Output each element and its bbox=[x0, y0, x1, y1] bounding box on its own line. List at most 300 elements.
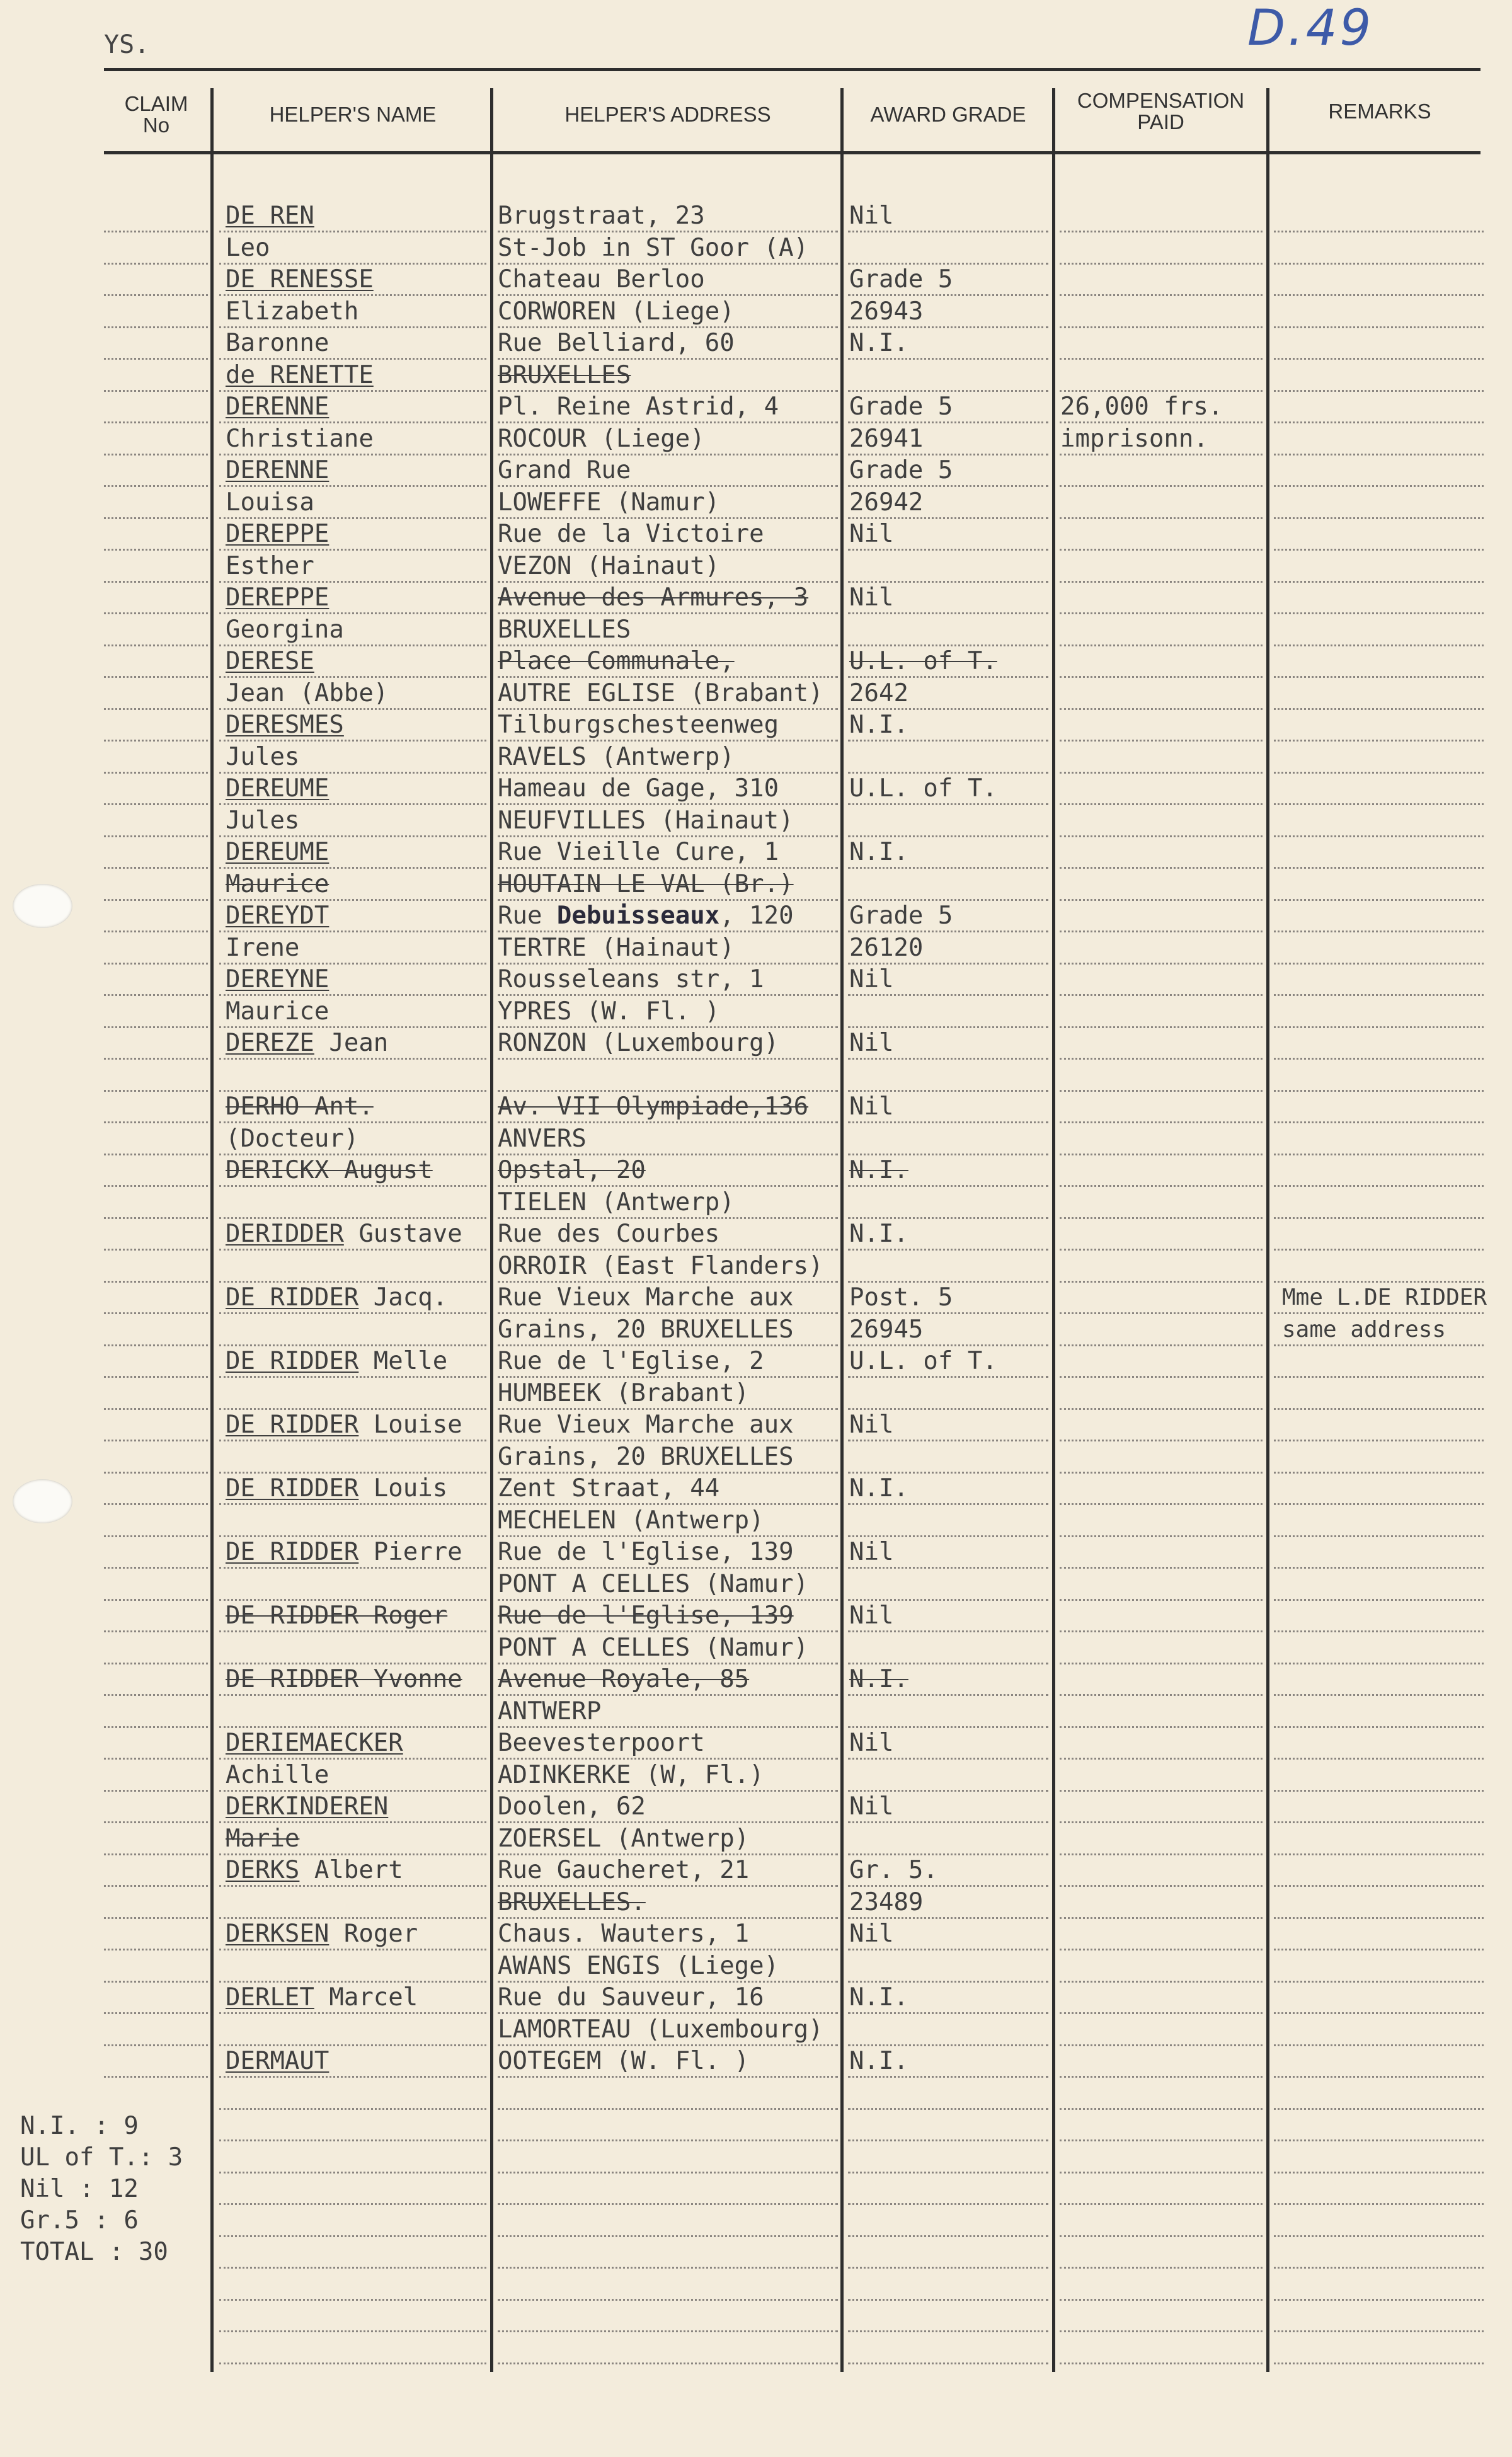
row-guide-line bbox=[219, 2299, 486, 2301]
helper-name-part: Jean bbox=[314, 1029, 389, 1057]
row-guide-line bbox=[1274, 1630, 1484, 1632]
helper-address: Pl. Reine Astrid, 4 bbox=[498, 392, 779, 421]
row-guide-line bbox=[498, 2299, 838, 2301]
helper-address: LAMORTEAU (Luxembourg) bbox=[498, 2015, 823, 2044]
helper-name bbox=[226, 1123, 358, 1155]
helper-name bbox=[226, 1028, 388, 1059]
award-grade: Nil bbox=[849, 965, 894, 994]
row-guide-line bbox=[1060, 326, 1263, 328]
helper-address: NEUFVILLES (Hainaut) bbox=[498, 806, 794, 835]
col-header-name: HELPER'S NAME bbox=[269, 103, 437, 126]
row-guide-line bbox=[104, 1599, 208, 1601]
col-header-remarks: REMARKS bbox=[1328, 100, 1431, 123]
row-guide-line bbox=[104, 231, 208, 232]
helper-name-part: Georgina bbox=[226, 615, 344, 644]
row-guide-line bbox=[1274, 454, 1484, 455]
award-grade: N.I. bbox=[849, 1220, 908, 1248]
helper-address: RAVELS (Antwerp) bbox=[498, 742, 735, 771]
row-guide-line bbox=[104, 1185, 208, 1187]
award-grade: 26942 bbox=[849, 488, 924, 517]
row-guide-line bbox=[104, 485, 208, 487]
row-guide-line bbox=[104, 1726, 208, 1728]
row-guide-line bbox=[1274, 2330, 1484, 2332]
row-guide-line bbox=[104, 1376, 208, 1378]
row-guide-line bbox=[104, 390, 208, 392]
helper-name bbox=[226, 200, 314, 232]
row-guide-line bbox=[104, 1535, 208, 1537]
helper-address: Rue de la Victoire bbox=[498, 520, 764, 548]
helper-name-part: DE RENESSE bbox=[226, 265, 374, 294]
row-guide-line bbox=[1274, 2172, 1484, 2174]
row-guide-line bbox=[1060, 231, 1263, 232]
helper-name-part: Jules bbox=[226, 806, 300, 835]
row-guide-line bbox=[1060, 2012, 1263, 2014]
helper-name bbox=[226, 1664, 462, 1695]
helper-name-part: DERESE bbox=[226, 647, 314, 675]
award-grade: Grade 5 bbox=[849, 265, 953, 294]
row-guide-line bbox=[1274, 1440, 1484, 1441]
row-guide-line bbox=[1274, 899, 1484, 901]
helper-name-part: Louise bbox=[358, 1411, 462, 1439]
row-guide-line bbox=[104, 454, 208, 455]
row-guide-line bbox=[1060, 1026, 1263, 1028]
row-guide-line bbox=[104, 2012, 208, 2014]
helper-name-part: Jules bbox=[226, 742, 300, 771]
helper-name-part: DEREPPE bbox=[226, 520, 329, 548]
helper-name-part: Elizabeth bbox=[226, 297, 359, 326]
row-guide-line bbox=[219, 2108, 486, 2110]
row-guide-line bbox=[1060, 612, 1263, 614]
row-guide-line bbox=[1274, 1249, 1484, 1251]
helper-name bbox=[226, 900, 329, 932]
award-grade: Nil bbox=[849, 1792, 894, 1821]
helper-name bbox=[226, 1473, 447, 1504]
helper-name bbox=[226, 1409, 462, 1441]
row-guide-line bbox=[1274, 1567, 1484, 1569]
row-guide-line bbox=[104, 581, 208, 583]
award-grade: N.I. bbox=[849, 711, 908, 739]
row-guide-line bbox=[1274, 1058, 1484, 1060]
row-guide-line bbox=[104, 1408, 208, 1410]
punch-hole-lower bbox=[13, 1479, 72, 1523]
helper-name-part: Louis bbox=[358, 1474, 448, 1503]
helper-address: VEZON (Hainaut) bbox=[498, 551, 720, 580]
row-guide-line bbox=[219, 2267, 486, 2269]
row-guide-line bbox=[104, 1440, 208, 1441]
award-grade: 26941 bbox=[849, 424, 924, 453]
helper-name bbox=[226, 391, 329, 423]
helper-name bbox=[226, 1282, 447, 1314]
helper-name-part: Gustave bbox=[343, 1220, 462, 1248]
row-guide-line bbox=[1060, 263, 1263, 265]
award-grade: N.I. bbox=[849, 1983, 908, 2012]
helper-name-part: Baronne bbox=[226, 329, 329, 357]
helper-address: Grand Rue bbox=[498, 456, 631, 484]
helper-name bbox=[226, 773, 329, 805]
row-guide-line bbox=[104, 931, 208, 932]
helper-name bbox=[226, 296, 358, 328]
row-guide-line bbox=[219, 2203, 486, 2205]
award-grade: Grade 5 bbox=[849, 392, 953, 421]
row-guide-line bbox=[219, 2139, 486, 2141]
helper-name-part: DERESMES bbox=[226, 711, 344, 739]
helper-name bbox=[226, 614, 344, 646]
row-guide-line bbox=[1274, 1949, 1484, 1950]
compensation-paid: 26,000 frs. bbox=[1060, 392, 1223, 421]
helper-address: BRUXELLES bbox=[498, 615, 631, 644]
helper-name bbox=[226, 1918, 418, 1950]
award-grade: 26943 bbox=[849, 297, 924, 326]
helper-name-part: DE REN bbox=[226, 202, 314, 230]
row-guide-line bbox=[104, 803, 208, 805]
row-guide-line bbox=[1274, 1853, 1484, 1855]
row-guide-line bbox=[1060, 772, 1263, 774]
row-guide-line bbox=[1060, 1376, 1263, 1378]
helper-name-part: DE RIDDER bbox=[226, 1347, 359, 1375]
row-guide-line bbox=[1060, 581, 1263, 583]
helper-address: AWANS ENGIS (Liege) bbox=[498, 1951, 779, 1980]
row-guide-line bbox=[104, 326, 208, 328]
helper-name bbox=[226, 551, 314, 582]
row-guide-line bbox=[1060, 803, 1263, 805]
helper-name-part: Louisa bbox=[226, 488, 314, 517]
row-guide-line bbox=[1274, 1408, 1484, 1410]
helper-name-part: Roger bbox=[329, 1920, 418, 1948]
helper-address: HOUTAIN LE VAL (Br.) bbox=[498, 869, 794, 898]
row-guide-line bbox=[219, 2330, 486, 2332]
award-grade: N.I. bbox=[849, 329, 908, 357]
row-guide-line bbox=[1060, 1726, 1263, 1728]
helper-name-part: Achille bbox=[226, 1760, 329, 1789]
row-guide-line bbox=[1274, 326, 1484, 328]
helper-name bbox=[226, 1982, 418, 2013]
header-prefix: YS. bbox=[104, 30, 150, 59]
handwritten-correction: Debuisseaux bbox=[556, 902, 720, 930]
helper-name bbox=[226, 360, 374, 391]
helper-address: Rue de l'Eglise, 139 bbox=[498, 1538, 794, 1566]
row-guide-line bbox=[1274, 1185, 1484, 1187]
col-divider-address bbox=[840, 88, 844, 2372]
row-guide-line bbox=[1060, 1154, 1263, 1155]
row-guide-line bbox=[1060, 2076, 1263, 2078]
award-grade: N.I. bbox=[849, 1156, 908, 1184]
row-guide-line bbox=[1274, 2076, 1484, 2078]
helper-name bbox=[226, 1537, 462, 1568]
row-guide-line bbox=[1274, 2012, 1484, 2014]
award-grade: N.I. bbox=[849, 2047, 908, 2075]
row-guide-line bbox=[1060, 1344, 1263, 1346]
helper-name-part: DERKS bbox=[226, 1856, 300, 1884]
award-grade: N.I. bbox=[849, 1474, 908, 1503]
award-grade: Nil bbox=[849, 1729, 894, 1757]
row-guide-line bbox=[848, 2139, 1048, 2141]
helper-address: Avenue Royale, 85 bbox=[498, 1665, 750, 1693]
helper-name bbox=[226, 646, 314, 677]
row-guide-line bbox=[1060, 1121, 1263, 1123]
helper-address: ROCOUR (Liege) bbox=[498, 424, 705, 453]
helper-address: ORROIR (East Flanders) bbox=[498, 1251, 823, 1280]
row-guide-line bbox=[104, 899, 208, 901]
row-guide-line bbox=[1274, 1663, 1484, 1664]
row-guide-line bbox=[498, 2108, 838, 2110]
row-guide-line bbox=[104, 1281, 208, 1283]
row-guide-line bbox=[1060, 1217, 1263, 1219]
row-guide-line bbox=[1060, 963, 1263, 965]
helper-name-part: DEREYDT bbox=[226, 902, 329, 930]
row-guide-line bbox=[1274, 963, 1484, 965]
row-guide-line bbox=[1060, 2330, 1263, 2332]
row-guide-line bbox=[104, 1154, 208, 1155]
helper-name bbox=[226, 232, 270, 264]
helper-address: PONT A CELLES (Namur) bbox=[498, 1569, 809, 1598]
helper-name bbox=[226, 932, 299, 964]
row-guide-line bbox=[104, 1344, 208, 1346]
helper-name bbox=[226, 455, 329, 486]
row-guide-line bbox=[104, 1567, 208, 1569]
row-guide-line bbox=[104, 1821, 208, 1823]
helper-name bbox=[226, 837, 329, 868]
row-guide-line bbox=[1060, 1758, 1263, 1760]
row-guide-line bbox=[1060, 1090, 1263, 1092]
helper-address: Rue de l'Eglise, 139 bbox=[498, 1601, 794, 1630]
row-guide-line bbox=[1274, 1026, 1484, 1028]
row-guide-line bbox=[104, 2044, 208, 2046]
row-guide-line bbox=[1060, 676, 1263, 678]
row-guide-line bbox=[1274, 549, 1484, 551]
helper-address: Tilburgschesteenweg bbox=[498, 711, 779, 739]
helper-name-part: DEREPPE bbox=[226, 583, 329, 612]
tally-line: TOTAL : 30 bbox=[20, 2238, 168, 2266]
helper-name bbox=[226, 996, 329, 1028]
row-guide-line bbox=[1274, 1535, 1484, 1537]
helper-name bbox=[226, 2046, 329, 2077]
row-guide-line bbox=[1274, 1981, 1484, 1983]
row-guide-line bbox=[1274, 2299, 1484, 2301]
row-guide-line bbox=[104, 963, 208, 965]
row-guide-line bbox=[1060, 1917, 1263, 1919]
row-guide-line bbox=[104, 1949, 208, 1950]
row-guide-line bbox=[1060, 1885, 1263, 1887]
helper-name bbox=[226, 1791, 388, 1823]
helper-name bbox=[226, 964, 329, 995]
helper-address: St-Job in ST Goor (A) bbox=[498, 233, 809, 262]
row-guide-line bbox=[104, 644, 208, 646]
helper-name-part: Maurice bbox=[226, 997, 329, 1026]
helper-name-part: DERIEMAECKER bbox=[226, 1729, 403, 1757]
helper-name-part: DE RIDDER Roger bbox=[226, 1601, 448, 1630]
tally-line: Nil : 12 bbox=[20, 2175, 139, 2203]
helper-name-part: (Docteur) bbox=[226, 1124, 359, 1153]
helper-name-part: Marie bbox=[226, 1824, 300, 1853]
helper-name bbox=[226, 487, 314, 518]
row-guide-line bbox=[1274, 2203, 1484, 2205]
helper-name-part: Melle bbox=[358, 1347, 448, 1375]
tally-line: Gr.5 : 6 bbox=[20, 2206, 139, 2235]
helper-address: Brugstraat, 23 bbox=[498, 202, 705, 230]
award-grade: Nil bbox=[849, 1920, 894, 1948]
row-guide-line bbox=[1274, 1790, 1484, 1792]
row-guide-line bbox=[1274, 1217, 1484, 1219]
row-guide-line bbox=[498, 2362, 838, 2364]
helper-name-part: DE RIDDER bbox=[226, 1538, 359, 1566]
helper-name bbox=[226, 1823, 299, 1855]
row-guide-line bbox=[104, 1026, 208, 1028]
row-guide-line bbox=[1274, 1090, 1484, 1092]
row-guide-line bbox=[104, 294, 208, 296]
row-guide-line bbox=[1274, 1472, 1484, 1474]
row-guide-line bbox=[1060, 1981, 1263, 1983]
award-grade: N.I. bbox=[849, 1665, 908, 1693]
row-guide-line bbox=[104, 1853, 208, 1855]
award-grade: 26945 bbox=[849, 1315, 924, 1344]
row-guide-line bbox=[104, 1663, 208, 1664]
row-guide-line bbox=[104, 1058, 208, 1060]
row-guide-line bbox=[219, 2172, 486, 2174]
helper-address: Avenue des Armures, 3 bbox=[498, 583, 809, 612]
row-guide-line bbox=[1060, 1185, 1263, 1187]
row-guide-line bbox=[1060, 1567, 1263, 1569]
row-guide-line bbox=[104, 2076, 208, 2078]
row-guide-line bbox=[1060, 2108, 1263, 2110]
row-guide-line bbox=[848, 2203, 1048, 2205]
row-guide-line bbox=[104, 1249, 208, 1251]
row-guide-line bbox=[1274, 517, 1484, 519]
remarks: Mme L.DE RIDDER bbox=[1282, 1285, 1487, 1310]
row-guide-line bbox=[1274, 2235, 1484, 2237]
helper-address: ANVERS bbox=[498, 1124, 587, 1153]
award-grade: Nil bbox=[849, 1538, 894, 1566]
col-divider-comp bbox=[1266, 88, 1269, 2372]
helper-name bbox=[226, 1346, 447, 1377]
row-guide-line bbox=[1060, 517, 1263, 519]
award-grade: Nil bbox=[849, 520, 894, 548]
helper-name bbox=[226, 805, 299, 837]
row-guide-line bbox=[1274, 2362, 1484, 2364]
helper-name-part: Irene bbox=[226, 933, 300, 962]
helper-address: LOWEFFE (Namur) bbox=[498, 488, 720, 517]
award-grade: N.I. bbox=[849, 838, 908, 866]
row-guide-line bbox=[1060, 1821, 1263, 1823]
row-guide-line bbox=[498, 2172, 838, 2174]
row-guide-line bbox=[104, 1217, 208, 1219]
row-guide-line bbox=[1060, 1599, 1263, 1601]
row-guide-line bbox=[1060, 1630, 1263, 1632]
helper-address: MECHELEN (Antwerp) bbox=[498, 1506, 764, 1535]
helper-address: Hameau de Gage, 310 bbox=[498, 774, 779, 803]
row-guide-line bbox=[1274, 803, 1484, 805]
col-divider-award bbox=[1052, 88, 1055, 2372]
row-guide-line bbox=[1060, 1058, 1263, 1060]
row-guide-line bbox=[1060, 2172, 1263, 2174]
row-guide-line bbox=[104, 421, 208, 423]
row-guide-line bbox=[104, 1121, 208, 1123]
helper-name-part: DERMAUT bbox=[226, 2047, 329, 2075]
helper-name bbox=[226, 678, 388, 709]
award-grade: Nil bbox=[849, 583, 894, 612]
row-guide-line bbox=[1060, 2235, 1263, 2237]
col-header-address: HELPER'S ADDRESS bbox=[564, 103, 771, 126]
helper-name-part: Leo bbox=[226, 233, 270, 262]
row-guide-line bbox=[848, 2330, 1048, 2332]
award-grade: Nil bbox=[849, 1029, 894, 1057]
punch-hole-upper bbox=[13, 884, 72, 928]
row-guide-line bbox=[1060, 1249, 1263, 1251]
helper-name-part: DERKSEN bbox=[226, 1920, 329, 1948]
row-guide-line bbox=[498, 2267, 838, 2269]
col-divider-claim bbox=[210, 88, 214, 2372]
row-guide-line bbox=[104, 1917, 208, 1919]
helper-name-part: DERENNE bbox=[226, 392, 329, 421]
row-guide-line bbox=[848, 2299, 1048, 2301]
helper-name-part: Jacq. bbox=[358, 1283, 448, 1312]
helper-address: Zent Straat, 44 bbox=[498, 1474, 720, 1503]
row-guide-line bbox=[1274, 1121, 1484, 1123]
row-guide-line bbox=[1060, 549, 1263, 551]
helper-name bbox=[226, 264, 374, 295]
row-guide-line bbox=[104, 740, 208, 742]
row-guide-line bbox=[1060, 1408, 1263, 1410]
helper-address: Chaus. Wauters, 1 bbox=[498, 1920, 750, 1948]
helper-address: Opstal, 20 bbox=[498, 1156, 646, 1184]
helper-address: Rue Gaucheret, 21 bbox=[498, 1856, 750, 1884]
helper-name-part: DE RIDDER bbox=[226, 1411, 359, 1439]
row-guide-line bbox=[1274, 2044, 1484, 2046]
helper-name bbox=[226, 1155, 433, 1186]
row-guide-line bbox=[1060, 1440, 1263, 1441]
row-guide-line bbox=[104, 1981, 208, 1983]
row-guide-line bbox=[1274, 1726, 1484, 1728]
helper-address: Beevesterpoort bbox=[498, 1729, 705, 1757]
row-guide-line bbox=[498, 2203, 838, 2205]
row-guide-line bbox=[1274, 1758, 1484, 1760]
row-guide-line bbox=[1274, 294, 1484, 296]
helper-name-part: Maurice bbox=[226, 869, 329, 898]
row-guide-line bbox=[1060, 899, 1263, 901]
row-guide-line bbox=[1274, 1376, 1484, 1378]
helper-address: OOTEGEM (W. Fl. ) bbox=[498, 2047, 750, 2075]
helper-name-part: DERIDDER bbox=[226, 1220, 344, 1248]
row-guide-line bbox=[104, 549, 208, 551]
row-guide-line bbox=[498, 2330, 838, 2332]
col-header-compensation: COMPENSATION PAID bbox=[1077, 89, 1245, 134]
helper-name bbox=[226, 1760, 329, 1791]
helper-name-part: Marcel bbox=[314, 1983, 418, 2012]
helper-name-part: de RENETTE bbox=[226, 360, 374, 389]
row-guide-line bbox=[1274, 867, 1484, 869]
row-guide-line bbox=[1274, 1917, 1484, 1919]
row-guide-line bbox=[1060, 1949, 1263, 1950]
row-guide-line bbox=[104, 1630, 208, 1632]
row-guide-line bbox=[1060, 1853, 1263, 1855]
row-guide-line bbox=[104, 1472, 208, 1474]
helper-address: Rue Vieille Cure, 1 bbox=[498, 838, 779, 866]
helper-address: Place Communale, bbox=[498, 647, 735, 675]
row-guide-line bbox=[1060, 867, 1263, 869]
award-grade: Grade 5 bbox=[849, 456, 953, 484]
helper-name-part: Jean (Abbe) bbox=[226, 679, 389, 707]
helper-name bbox=[226, 328, 329, 359]
award-grade: Nil bbox=[849, 1092, 894, 1121]
award-grade: 26120 bbox=[849, 933, 924, 962]
helper-name-part: DE RIDDER bbox=[226, 1474, 359, 1503]
row-guide-line bbox=[848, 2172, 1048, 2174]
helper-address: Rue Vieux Marche aux bbox=[498, 1411, 794, 1439]
header-bottom-rule bbox=[104, 151, 1480, 154]
helper-address: Doolen, 62 bbox=[498, 1792, 646, 1821]
helper-name-part: Christiane bbox=[226, 424, 374, 453]
tally-line: N.I. : 9 bbox=[20, 2112, 139, 2140]
helper-address: Rue Vieux Marche aux bbox=[498, 1283, 794, 1312]
